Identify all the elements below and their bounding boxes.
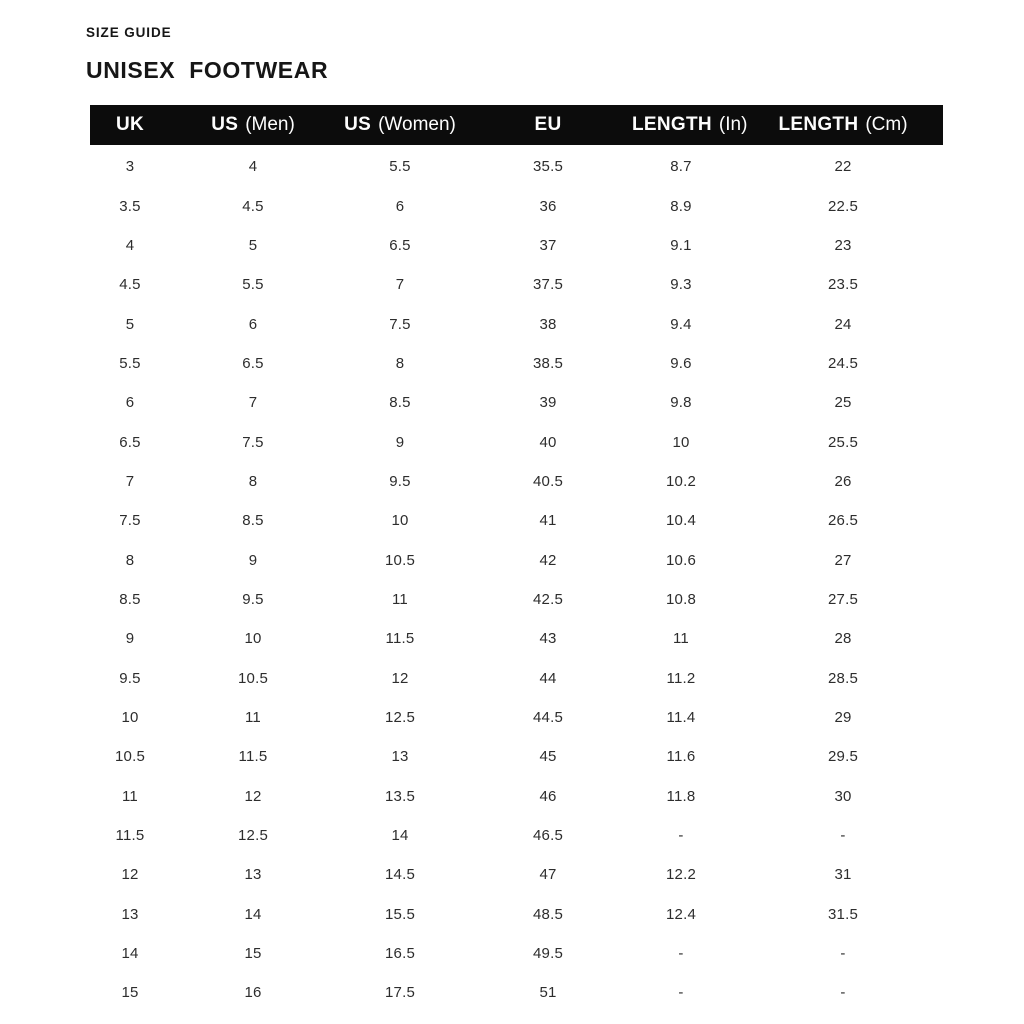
table-cell: 27.5 bbox=[828, 590, 858, 608]
table-cell: 11 bbox=[122, 787, 138, 805]
column-header-length-in bbox=[632, 114, 748, 136]
table-cell: 15 bbox=[121, 984, 139, 1002]
column-header-label: EU bbox=[534, 114, 562, 135]
table-cell: - bbox=[840, 984, 846, 1002]
table-cell: 42 bbox=[539, 551, 557, 569]
table-cell: 13 bbox=[121, 905, 139, 923]
table-cell: 10.4 bbox=[666, 512, 696, 530]
table-cell: 10.5 bbox=[385, 551, 415, 569]
table-cell: 14.5 bbox=[385, 866, 415, 884]
table-cell: 6 bbox=[248, 315, 258, 333]
size-table bbox=[90, 105, 943, 1013]
table-cell: - bbox=[840, 827, 846, 845]
table-cell: 17.5 bbox=[385, 984, 415, 1002]
table-cell: 24.5 bbox=[828, 354, 858, 372]
table-cell: 44 bbox=[539, 669, 557, 687]
table-cell: - bbox=[678, 945, 684, 963]
table-cell: 46 bbox=[539, 787, 557, 805]
table-row bbox=[90, 186, 943, 225]
column-header-us-men bbox=[170, 114, 336, 136]
table-cell: 10 bbox=[672, 433, 690, 451]
table-row bbox=[90, 737, 943, 776]
column-header-us-women bbox=[336, 114, 464, 136]
table-row bbox=[90, 383, 943, 422]
table-cell: 9.4 bbox=[670, 315, 692, 333]
table-cell: 9 bbox=[125, 630, 135, 648]
table-cell: 6.5 bbox=[119, 433, 141, 451]
table-cell: 45 bbox=[539, 748, 557, 766]
table-cell: 8.5 bbox=[119, 590, 141, 608]
table-cell: 16.5 bbox=[385, 945, 415, 963]
table-row bbox=[90, 304, 943, 343]
column-header-uk bbox=[90, 114, 170, 136]
table-cell: 3 bbox=[125, 158, 135, 176]
table-cell: 10 bbox=[244, 630, 262, 648]
table-cell: 29 bbox=[834, 708, 852, 726]
column-header-sublabel: (Men) bbox=[245, 114, 295, 135]
column-header-sublabel: (In) bbox=[718, 114, 748, 135]
table-cell: 10.6 bbox=[666, 551, 696, 569]
table-cell: 8.5 bbox=[389, 394, 411, 412]
table-row bbox=[90, 816, 943, 855]
table-cell: 23.5 bbox=[828, 276, 858, 294]
table-cell: 9.5 bbox=[242, 590, 264, 608]
table-cell: 9.5 bbox=[119, 669, 141, 687]
table-cell: 7 bbox=[248, 394, 258, 412]
table-cell: 14 bbox=[244, 905, 262, 923]
table-cell: 11.4 bbox=[666, 708, 696, 726]
table-cell: 14 bbox=[391, 827, 409, 845]
table-cell: 11 bbox=[673, 630, 689, 648]
table-cell: 6 bbox=[395, 197, 405, 215]
size-table-body bbox=[90, 145, 943, 1013]
table-cell: 12 bbox=[121, 866, 139, 884]
table-cell: 22 bbox=[834, 158, 852, 176]
table-row bbox=[90, 422, 943, 461]
table-cell: 25.5 bbox=[828, 433, 858, 451]
table-cell: 49.5 bbox=[533, 945, 563, 963]
column-header-label: LENGTH bbox=[632, 114, 712, 135]
table-cell: 7.5 bbox=[119, 512, 141, 530]
table-cell: 4 bbox=[125, 236, 135, 254]
table-cell: 8 bbox=[125, 551, 135, 569]
table-cell: 12 bbox=[391, 669, 409, 687]
table-cell: - bbox=[840, 945, 846, 963]
table-cell: 31 bbox=[834, 866, 852, 884]
table-cell: 38 bbox=[539, 315, 557, 333]
table-cell: 43 bbox=[539, 630, 557, 648]
table-cell: 7 bbox=[125, 472, 135, 490]
column-header-label: US bbox=[344, 114, 372, 135]
table-cell: 8.7 bbox=[670, 158, 692, 176]
table-cell: 23 bbox=[834, 236, 852, 254]
table-cell: 8 bbox=[395, 354, 405, 372]
table-cell: 14 bbox=[121, 945, 139, 963]
table-cell: 10.2 bbox=[666, 472, 696, 490]
table-cell: 10.5 bbox=[115, 748, 145, 766]
table-cell: 24 bbox=[834, 315, 852, 333]
table-row bbox=[90, 501, 943, 540]
table-cell: 41 bbox=[539, 512, 557, 530]
table-cell: 12.5 bbox=[385, 708, 415, 726]
table-cell: 6.5 bbox=[389, 236, 411, 254]
table-cell: 15 bbox=[244, 945, 262, 963]
table-cell: 38.5 bbox=[533, 354, 563, 372]
table-cell: 5 bbox=[248, 236, 258, 254]
table-cell: 12.2 bbox=[666, 866, 696, 884]
table-cell: 5.5 bbox=[389, 158, 411, 176]
table-cell: 8 bbox=[248, 472, 258, 490]
table-cell: 4 bbox=[248, 158, 258, 176]
table-cell: 10 bbox=[121, 708, 139, 726]
table-cell: 13 bbox=[244, 866, 262, 884]
table-cell: 26 bbox=[834, 472, 852, 490]
table-cell: 40.5 bbox=[533, 472, 563, 490]
table-cell: 11 bbox=[392, 590, 408, 608]
table-cell: 9.3 bbox=[670, 276, 692, 294]
table-cell: 11 bbox=[245, 708, 261, 726]
table-cell: 10.8 bbox=[666, 590, 696, 608]
size-table-header bbox=[90, 105, 943, 145]
table-row bbox=[90, 462, 943, 501]
table-cell: 7.5 bbox=[389, 315, 411, 333]
table-cell: 26.5 bbox=[828, 512, 858, 530]
table-cell: 7.5 bbox=[242, 433, 264, 451]
table-cell: 47 bbox=[539, 866, 557, 884]
table-cell: 9.1 bbox=[670, 236, 692, 254]
table-cell: 31.5 bbox=[828, 905, 858, 923]
column-header-label: UK bbox=[115, 114, 145, 135]
table-cell: 9 bbox=[395, 433, 405, 451]
column-header-sublabel: (Women) bbox=[378, 114, 456, 135]
table-cell: 42.5 bbox=[533, 590, 563, 608]
table-cell: 11.8 bbox=[666, 787, 696, 805]
table-cell: 7 bbox=[395, 276, 405, 294]
table-row bbox=[90, 540, 943, 579]
table-cell: 37.5 bbox=[533, 276, 563, 294]
table-cell: 5.5 bbox=[242, 276, 264, 294]
column-header-length-cm bbox=[730, 114, 943, 136]
table-cell: 5 bbox=[125, 315, 135, 333]
table-cell: 13.5 bbox=[385, 787, 415, 805]
column-header-label: LENGTH bbox=[778, 114, 859, 135]
page-title: UNISEX FOOTWEAR bbox=[86, 57, 329, 83]
table-cell: 44.5 bbox=[533, 708, 563, 726]
table-cell: 30 bbox=[834, 787, 852, 805]
table-cell: 46.5 bbox=[533, 827, 563, 845]
table-cell: 36 bbox=[539, 197, 557, 215]
table-cell: 9 bbox=[248, 551, 258, 569]
table-cell: 37 bbox=[539, 236, 557, 254]
table-cell: 25 bbox=[834, 394, 852, 412]
table-cell: 9.8 bbox=[670, 394, 692, 412]
table-cell: - bbox=[678, 827, 684, 845]
table-cell: 8.5 bbox=[242, 512, 264, 530]
table-cell: 12.4 bbox=[666, 905, 696, 923]
table-cell: - bbox=[678, 984, 684, 1002]
table-row bbox=[90, 973, 943, 1012]
table-cell: 29.5 bbox=[828, 748, 858, 766]
table-cell: 51 bbox=[539, 984, 557, 1002]
column-header-sublabel: (Cm) bbox=[865, 114, 908, 135]
table-row bbox=[90, 895, 943, 934]
table-row bbox=[90, 226, 943, 265]
table-cell: 16 bbox=[244, 984, 262, 1002]
table-cell: 11.5 bbox=[385, 630, 415, 648]
table-cell: 10 bbox=[391, 512, 409, 530]
table-cell: 4.5 bbox=[242, 197, 264, 215]
table-cell: 22.5 bbox=[828, 197, 858, 215]
table-row bbox=[90, 658, 943, 697]
table-row bbox=[90, 619, 943, 658]
table-cell: 6 bbox=[125, 394, 135, 412]
table-cell: 8.9 bbox=[670, 197, 692, 215]
table-cell: 35.5 bbox=[533, 158, 563, 176]
table-cell: 11.2 bbox=[666, 669, 696, 687]
table-cell: 13 bbox=[391, 748, 409, 766]
table-cell: 4.5 bbox=[119, 276, 141, 294]
table-cell: 10.5 bbox=[238, 669, 268, 687]
table-cell: 12.5 bbox=[238, 827, 268, 845]
table-row bbox=[90, 265, 943, 304]
table-cell: 28 bbox=[834, 630, 852, 648]
column-header-eu bbox=[464, 114, 632, 136]
table-cell: 12 bbox=[244, 787, 262, 805]
table-cell: 6.5 bbox=[242, 354, 264, 372]
table-row bbox=[90, 344, 943, 383]
table-cell: 11.5 bbox=[238, 748, 268, 766]
column-header-label: US bbox=[211, 114, 239, 135]
table-cell: 28.5 bbox=[828, 669, 858, 687]
table-cell: 15.5 bbox=[385, 905, 415, 923]
table-cell: 9.6 bbox=[670, 354, 692, 372]
table-cell: 5.5 bbox=[119, 354, 141, 372]
table-cell: 40 bbox=[539, 433, 557, 451]
table-row bbox=[90, 580, 943, 619]
table-cell: 48.5 bbox=[533, 905, 563, 923]
table-row bbox=[90, 147, 943, 186]
table-cell: 39 bbox=[539, 394, 557, 412]
size-guide-eyebrow: SIZE GUIDE bbox=[86, 25, 172, 40]
table-cell: 11.5 bbox=[115, 827, 145, 845]
table-cell: 9.5 bbox=[389, 472, 411, 490]
table-row bbox=[90, 698, 943, 737]
table-row bbox=[90, 855, 943, 894]
table-cell: 27 bbox=[834, 551, 852, 569]
table-row bbox=[90, 934, 943, 973]
table-cell: 3.5 bbox=[119, 197, 141, 215]
table-row bbox=[90, 777, 943, 816]
table-cell: 11.6 bbox=[666, 748, 696, 766]
